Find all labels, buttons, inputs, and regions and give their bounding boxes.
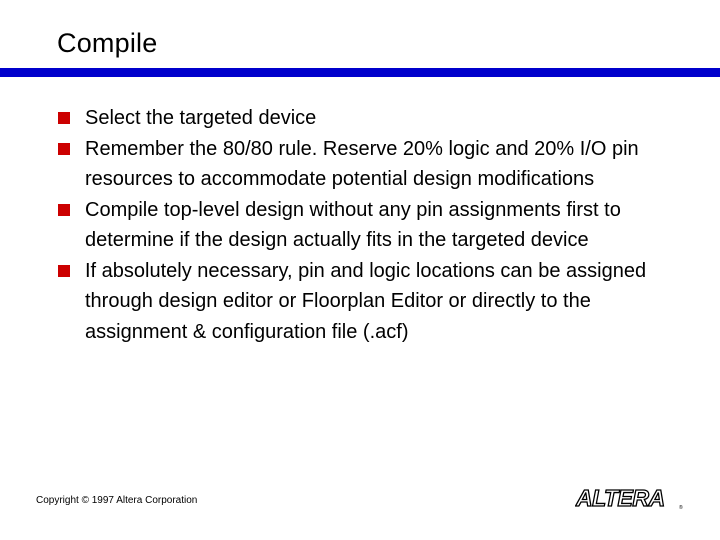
logo-wordmark: ALTERA [576, 485, 665, 510]
square-bullet-icon [58, 204, 70, 216]
square-bullet-icon [58, 265, 70, 277]
bullet-list [52, 103, 692, 347]
logo-registered-mark: ® [679, 505, 683, 510]
title-rule [0, 68, 720, 77]
slide-title: Compile [57, 28, 158, 58]
bullet-text: Select the targeted device [85, 107, 317, 129]
footer-copyright: Copyright © 1997 Altera Corporation [36, 495, 198, 506]
bullet-item [52, 195, 692, 256]
bullet-text: Remember the 80/80 rule. Reserve 20% logic and 20% I/O pin resources to accommodate potential design modifications [85, 137, 639, 190]
square-bullet-icon [58, 112, 70, 124]
bullet-text: Compile top-level design without any pin assignments first to determine if the design actually fits in the targeted device [85, 198, 621, 251]
bullet-text: If absolutely necessary, pin and logic locations can be assigned through design editor or Floorplan Editor or directly to the assignment & configuration file (.acf) [85, 259, 647, 343]
square-bullet-icon [58, 143, 70, 155]
bullet-item [52, 103, 692, 134]
bullet-item [52, 134, 692, 195]
altera-logo [575, 484, 687, 510]
bullet-item [52, 256, 692, 348]
